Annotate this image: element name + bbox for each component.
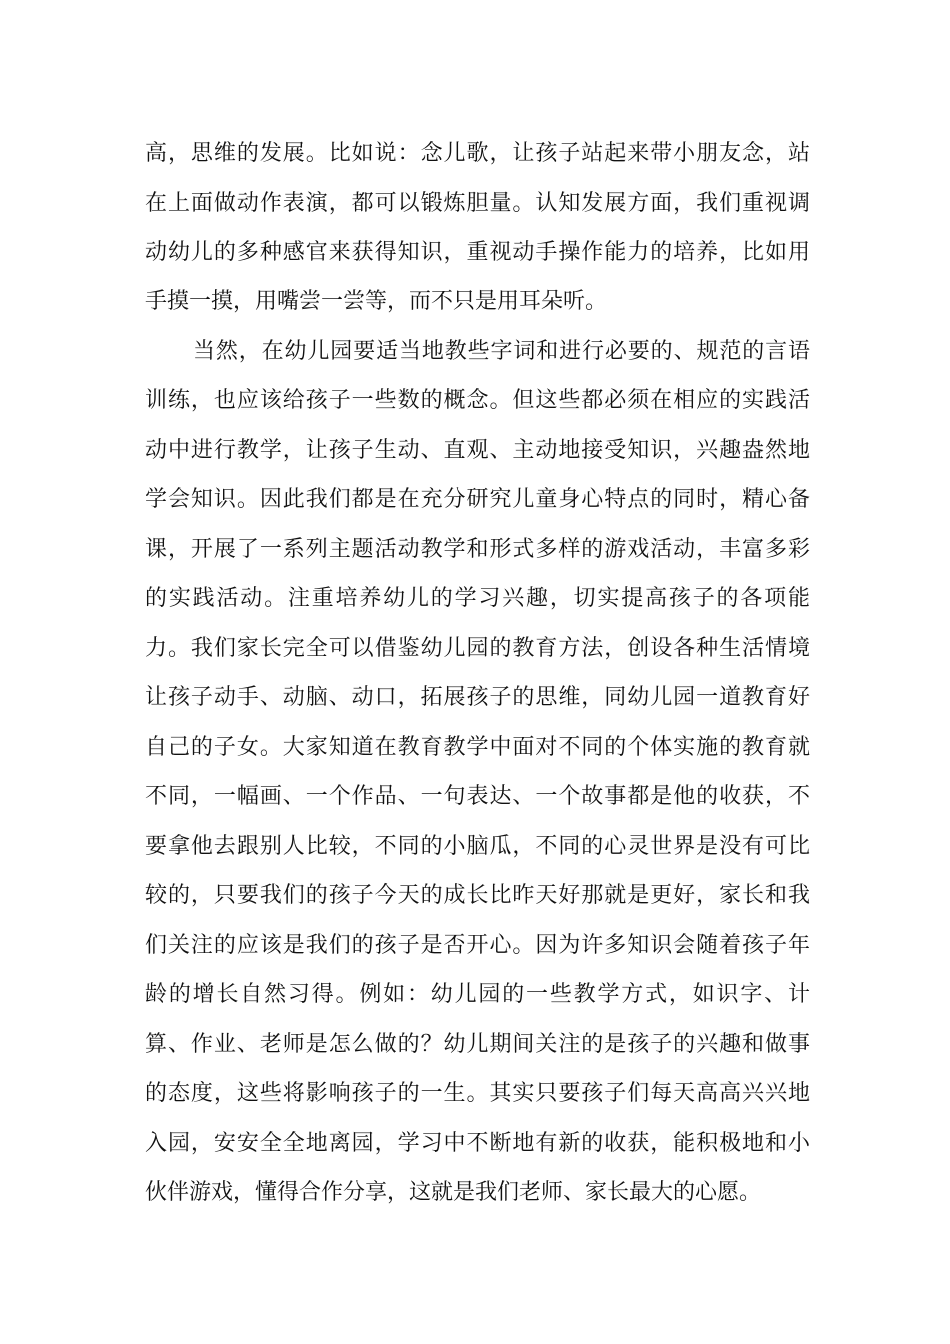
paragraph-2-line-2: 训练，也应该给孩子一些数的概念。但这些都必须在相应的实践活 [145, 388, 810, 413]
paragraph-2-line-3: 动中进行教学，让孩子生动、直观、主动地接受知识，兴趣盎然地 [145, 438, 810, 463]
paragraph-2-line-7: 力。我们家长完全可以借鉴幼儿园的教育方法，创设各种生活情境 [145, 636, 810, 661]
paragraph-2-line-11: 要拿他去跟别人比较，不同的小脑瓜，不同的心灵世界是没有可比 [145, 834, 810, 859]
paragraph-2-line-9: 自己的子女。大家知道在教育教学中面对不同的个体实施的教育就 [145, 735, 810, 760]
paragraph-2-line-18: 伙伴游戏，懂得合作分享，这就是我们老师、家长最大的心愿。 [145, 1180, 762, 1205]
paragraph-2-line-15: 算、作业、老师是怎么做的？幼儿期间关注的是孩子的兴趣和做事 [145, 1032, 810, 1057]
paragraph-2-line-10: 不同，一幅画、一个作品、一句表达、一个故事都是他的收获，不 [145, 784, 810, 809]
paragraph-2-line-4: 学会知识。因此我们都是在充分研究儿童身心特点的同时，精心备 [145, 487, 810, 512]
paragraph-1-line-3: 动幼儿的多种感官来获得知识，重视动手操作能力的培养，比如用 [145, 240, 810, 265]
paragraph-2-line-1: 当然，在幼儿园要适当地教些字词和进行必要的、规范的言语 [193, 339, 810, 364]
paragraph-2-line-17: 入园，安安全全地离园，学习中不断地有新的收获，能积极地和小 [145, 1131, 810, 1156]
paragraph-1-line-2: 在上面做动作表演，都可以锻炼胆量。认知发展方面，我们重视调 [145, 191, 810, 216]
paragraph-2-line-12: 较的，只要我们的孩子今天的成长比昨天好那就是更好，家长和我 [145, 883, 810, 908]
paragraph-2-line-5: 课，开展了一系列主题活动教学和形式多样的游戏活动，丰富多彩 [145, 537, 810, 562]
paragraph-2-line-13: 们关注的应该是我们的孩子是否开心。因为许多知识会随着孩子年 [145, 933, 810, 958]
paragraph-2-line-16: 的态度，这些将影响孩子的一生。其实只要孩子们每天高高兴兴地 [145, 1081, 810, 1106]
paragraph-1-line-1: 高，思维的发展。比如说：念儿歌，让孩子站起来带小朋友念，站 [145, 141, 810, 166]
paragraph-2-line-8: 让孩子动手、动脑、动口，拓展孩子的思维，同幼儿园一道教育好 [145, 685, 810, 710]
paragraph-2-line-6: 的实践活动。注重培养幼儿的学习兴趣，切实提高孩子的各项能 [145, 586, 810, 611]
paragraph-2-line-14: 龄的增长自然习得。例如：幼儿园的一些教学方式，如识字、计 [145, 982, 810, 1007]
paragraph-1-line-4: 手摸一摸，用嘴尝一尝等，而不只是用耳朵听。 [145, 289, 608, 314]
